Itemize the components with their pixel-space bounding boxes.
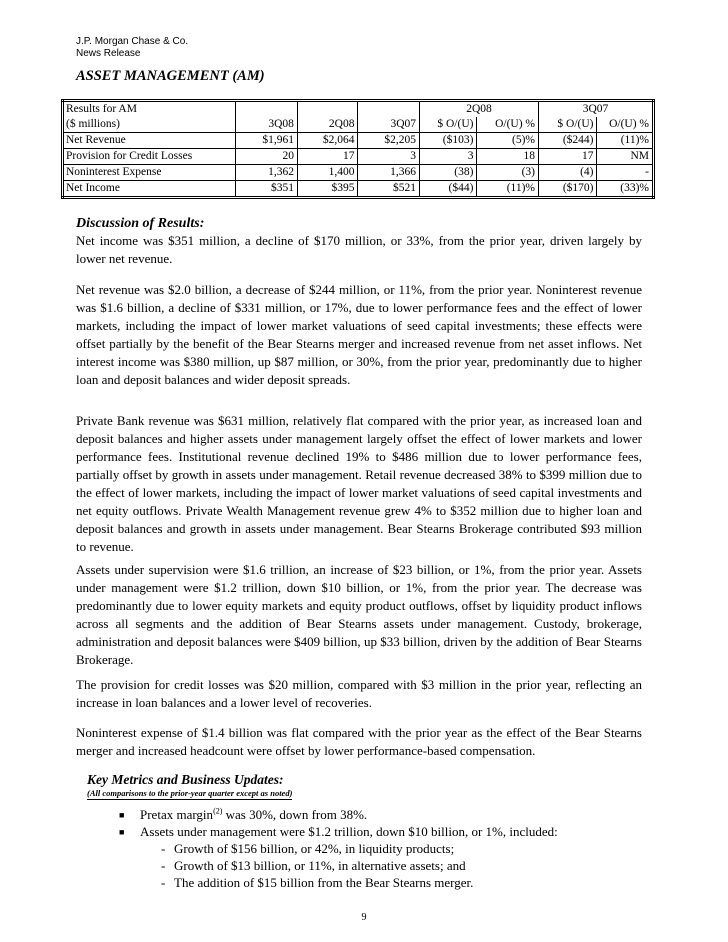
square-bullet-icon: ■ xyxy=(119,827,125,837)
sub-list-item: - The addition of $15 billion from the Bear Stearns merger. xyxy=(161,875,474,890)
table-cell: 3 xyxy=(420,149,477,165)
table-cell: - xyxy=(597,165,654,181)
table-cell: NM xyxy=(597,149,654,165)
table-cell: 17 xyxy=(539,149,597,165)
table-row xyxy=(63,165,654,181)
column-header: 3Q08 xyxy=(236,117,298,133)
dash-icon: - xyxy=(161,875,166,890)
group-header: 3Q07 xyxy=(539,101,654,118)
column-header: 3Q07 xyxy=(358,117,420,133)
paragraph: Net income was $351 million, a decline of $170 million, or 33%, from the prior year, driven largely by lower net revenue. xyxy=(76,233,642,266)
table-cell: $1,961 xyxy=(236,133,298,149)
key-metrics-subtitle: (All comparisons to the prior-year quarter except as noted) xyxy=(87,788,293,798)
table-cell: (33)% xyxy=(597,181,654,198)
table-cell: (11)% xyxy=(477,181,539,198)
sub-list-item: - Growth of $13 billion, or 11%, in alternative assets; and xyxy=(161,858,466,873)
table-title: Results for AM xyxy=(63,101,236,118)
bullet-item: ■ Pretax margin$^{(2)}$ was 30%, down from 38%. xyxy=(119,806,368,822)
column-header: O/(U) % xyxy=(477,117,539,133)
column-header: $ O/(U) xyxy=(539,117,597,133)
news-release-label: News Release xyxy=(76,48,141,59)
row-label: Net Revenue xyxy=(63,133,236,149)
row-label: Provision for Credit Losses xyxy=(63,149,236,165)
dash-icon: - xyxy=(161,841,166,856)
paragraph: Net revenue was $2.0 billion, a decrease of $244 million, or 11%, from the prior year. Noninterest revenue was $1.6 billion, a decline of $331 million, or 17%, due to lower performance fees and the effect of lower markets, including the impact of lower market valuations of seed capital investments; these effects were offset partially by the benefit of the Bear Stearns merger and increased revenue from net asset inflows. Net interest income was $380 million, up $87 million, or 30%, from the prior year, predominantly due to higher loan and deposit balances and wider deposit spreads. xyxy=(76,282,642,387)
table-cell: (4) xyxy=(539,165,597,181)
page-number: 9 xyxy=(361,912,367,923)
discussion-title: Discussion of Results: xyxy=(76,216,205,231)
sub-list-item: - Growth of $156 billion, or 42%, in liquidity products; xyxy=(161,841,455,856)
table-cell: ($244) xyxy=(539,133,597,149)
column-header: 2Q08 xyxy=(297,117,358,133)
paragraph: Private Bank revenue was $631 million, relatively flat compared with the prior year, as increased loan and deposit balances and higher assets under management largely offset the effect of lower markets and lower performance fees. Institutional revenue declined 19% to $486 million due to lower performance fees, partially offset by growth in assets under management. Retail revenue decreased 38% to $399 million due to the effect of lower markets, including the impact of lower market valuations of seed capital investments and net equity outflows. Private Wealth Management revenue grew 4% to $352 million due to higher loan and deposit balances and growth in assets under management. Bear Stearns Brokerage contributed $93 million to revenue. xyxy=(76,413,642,554)
row-label: Noninterest Expense xyxy=(63,165,236,181)
table-cell: ($103) xyxy=(420,133,477,149)
table-cell: (38) xyxy=(420,165,477,181)
table-unit: ($ millions) xyxy=(63,117,236,133)
table-cell: 18 xyxy=(477,149,539,165)
company-name: J.P. Morgan Chase & Co. xyxy=(76,36,189,47)
table-row xyxy=(63,181,654,198)
table-cell: ($170) xyxy=(539,181,597,198)
paragraph: Assets under supervision were $1.6 trillion, an increase of $23 billion, or 1%, from the prior year. Assets under management were $1.2 trillion, down $10 billion, or 1%, from the prior year. The decrease was predominantly due to lower equity markets and equity product outflows, offset by liquidity product inflows across all segments and the addition of Bear Stearns assets under management. Custody, brokerage, administration and deposit balances were $409 billion, up $33 billion, driven by the addition of Bear Stearns Brokerage. xyxy=(76,562,642,667)
table-cell: $395 xyxy=(297,181,358,198)
table-cell: 3 xyxy=(358,149,420,165)
table-cell: 1,400 xyxy=(297,165,358,181)
paragraph: The provision for credit losses was $20 million, compared with $3 million in the prior year, reflecting an increase in loan balances and a lower level of recoveries. xyxy=(76,677,642,710)
table-header-row-2 xyxy=(63,117,654,133)
paragraph: Noninterest expense of $1.4 billion was flat compared with the prior year as the effect of the Bear Stearns merger and increased headcount were offset by lower performance-based compensation. xyxy=(76,725,642,758)
results-table xyxy=(61,99,655,199)
table-cell: $521 xyxy=(358,181,420,198)
table-row xyxy=(63,149,654,165)
section-title: ASSET MANAGEMENT (AM) xyxy=(76,68,265,84)
column-header: $ O/(U) xyxy=(420,117,477,133)
table-cell: (11)% xyxy=(597,133,654,149)
table-cell: $2,205 xyxy=(358,133,420,149)
table-cell: 20 xyxy=(236,149,298,165)
group-header: 2Q08 xyxy=(420,101,539,118)
table-row xyxy=(63,133,654,149)
square-bullet-icon: ■ xyxy=(119,810,125,820)
table-cell: $2,064 xyxy=(297,133,358,149)
table-cell: 1,366 xyxy=(358,165,420,181)
table-cell: $351 xyxy=(236,181,298,198)
dash-icon: - xyxy=(161,858,166,873)
bullet-item: ■ Assets under management were $1.2 trillion, down $10 billion, or 1%, included: xyxy=(119,824,558,839)
column-header: O/(U) % xyxy=(597,117,654,133)
table-cell: 1,362 xyxy=(236,165,298,181)
table-cell: 17 xyxy=(297,149,358,165)
row-label: Net Income xyxy=(63,181,236,198)
table-cell: (3) xyxy=(477,165,539,181)
table-cell: (5)% xyxy=(477,133,539,149)
key-metrics-title: Key Metrics and Business Updates: xyxy=(87,772,284,787)
table-cell: ($44) xyxy=(420,181,477,198)
table-header-row-1 xyxy=(63,101,654,118)
